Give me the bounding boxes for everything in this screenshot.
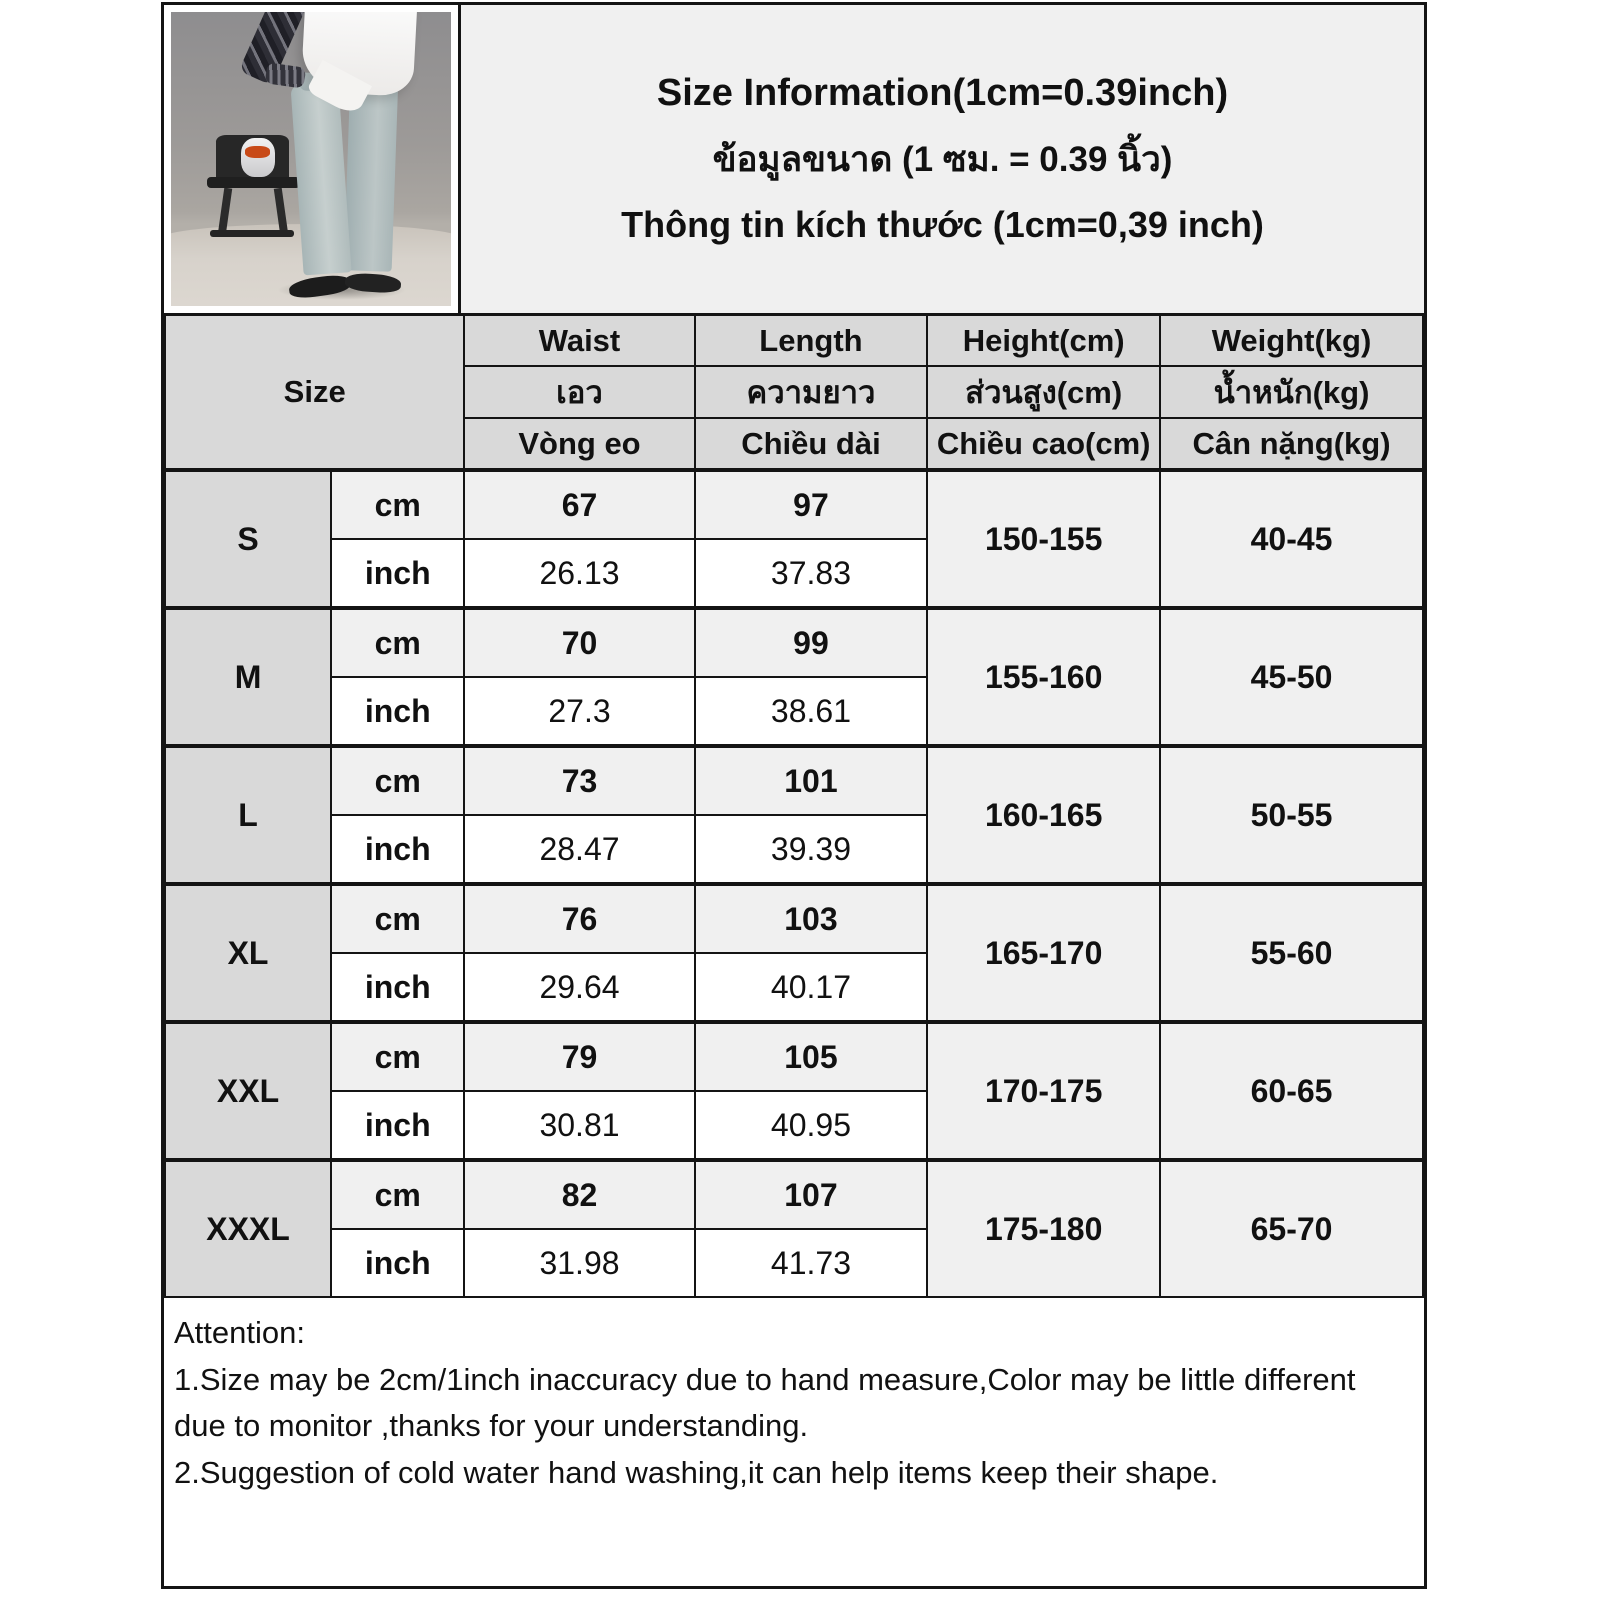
length-cm-value: 97: [695, 470, 928, 539]
waist-cm-value: 79: [464, 1022, 694, 1091]
length-inch-value: 41.73: [695, 1229, 928, 1297]
size-label: S: [165, 470, 331, 608]
height-range-value: 150-155: [927, 470, 1160, 608]
product-photo: [171, 12, 451, 306]
header-waist-en: Waist: [464, 316, 694, 366]
size-row-cm: [165, 1160, 1423, 1229]
size-label: XXXL: [165, 1160, 331, 1297]
title-english: Size Information(1cm=0.39inch): [656, 72, 1229, 114]
size-row-cm: [165, 1022, 1423, 1091]
weight-range-value: 65-70: [1160, 1160, 1423, 1297]
waist-inch-value: 28.47: [464, 815, 694, 884]
attention-section: [164, 1298, 1424, 1586]
attention-heading: Attention:: [174, 1315, 305, 1350]
photo-robot-toy: [245, 146, 270, 158]
header-length-vi: Chiều dài: [695, 418, 928, 470]
unit-cm-label: cm: [331, 1022, 464, 1091]
unit-inch-label: inch: [331, 677, 464, 746]
weight-range-value: 40-45: [1160, 470, 1423, 608]
unit-inch-label: inch: [331, 539, 464, 608]
weight-range-value: 45-50: [1160, 608, 1423, 746]
length-cm-value: 105: [695, 1022, 928, 1091]
length-cm-value: 99: [695, 608, 928, 677]
unit-cm-label: cm: [331, 1160, 464, 1229]
size-table: [164, 316, 1424, 1298]
waist-inch-value: 29.64: [464, 953, 694, 1022]
unit-inch-label: inch: [331, 1229, 464, 1297]
length-cm-value: 103: [695, 884, 928, 953]
photo-chair: [210, 230, 294, 237]
size-row-cm: [165, 746, 1423, 815]
waist-cm-value: 70: [464, 608, 694, 677]
size-row-cm: [165, 884, 1423, 953]
title-vietnamese: Thông tin kích thước (1cm=0,39 inch): [621, 204, 1264, 245]
unit-cm-label: cm: [331, 608, 464, 677]
waist-inch-value: 31.98: [464, 1229, 694, 1297]
length-cm-value: 107: [695, 1160, 928, 1229]
title-block: [461, 5, 1424, 313]
header-waist-th: เอว: [464, 366, 694, 418]
weight-range-value: 55-60: [1160, 884, 1423, 1022]
height-range-value: 155-160: [927, 608, 1160, 746]
length-inch-value: 40.95: [695, 1091, 928, 1160]
title-thai: ข้อมูลขนาด (1 ซม. = 0.39 นิ้ว): [712, 140, 1173, 179]
size-label: M: [165, 608, 331, 746]
header-waist-vi: Vòng eo: [464, 418, 694, 470]
length-cm-value: 101: [695, 746, 928, 815]
waist-cm-value: 73: [464, 746, 694, 815]
attention-note-2: 2.Suggestion of cold water hand washing,it can help items keep their shape.: [174, 1454, 1219, 1490]
length-inch-value: 37.83: [695, 539, 928, 608]
attention-note-1: 1.Size may be 2cm/1inch inaccuracy due to hand measure,Color may be little different due to monitor ,thanks for your understanding.: [174, 1361, 1356, 1443]
waist-cm-value: 67: [464, 470, 694, 539]
height-range-value: 160-165: [927, 746, 1160, 884]
photo-chair: [207, 177, 299, 189]
waist-inch-value: 30.81: [464, 1091, 694, 1160]
header-length-th: ความยาว: [695, 366, 928, 418]
unit-cm-label: cm: [331, 746, 464, 815]
height-range-value: 175-180: [927, 1160, 1160, 1297]
size-chart-panel: [161, 2, 1427, 1589]
unit-cm-label: cm: [331, 884, 464, 953]
header-weight-en: Weight(kg): [1160, 316, 1423, 366]
photo-robot-toy: [241, 138, 275, 176]
height-range-value: 165-170: [927, 884, 1160, 1022]
header-length-en: Length: [695, 316, 928, 366]
length-inch-value: 38.61: [695, 677, 928, 746]
top-band: [164, 5, 1424, 316]
photo-plaid-sleeve: [265, 62, 307, 88]
length-inch-value: 40.17: [695, 953, 928, 1022]
unit-inch-label: inch: [331, 953, 464, 1022]
weight-range-value: 50-55: [1160, 746, 1423, 884]
height-range-value: 170-175: [927, 1022, 1160, 1160]
unit-cm-label: cm: [331, 470, 464, 539]
length-inch-value: 39.39: [695, 815, 928, 884]
size-row-cm: [165, 470, 1423, 539]
waist-inch-value: 26.13: [464, 539, 694, 608]
header-height-vi: Chiều cao(cm): [927, 418, 1160, 470]
size-column-header: Size: [165, 316, 464, 470]
header-weight-th: น้ำหนัก(kg): [1160, 366, 1423, 418]
waist-cm-value: 76: [464, 884, 694, 953]
header-height-th: ส่วนสูง(cm): [927, 366, 1160, 418]
waist-inch-value: 27.3: [464, 677, 694, 746]
size-label: L: [165, 746, 331, 884]
header-weight-vi: Cân nặng(kg): [1160, 418, 1423, 470]
size-label: XXL: [165, 1022, 331, 1160]
weight-range-value: 60-65: [1160, 1022, 1423, 1160]
unit-inch-label: inch: [331, 815, 464, 884]
size-row-cm: [165, 608, 1423, 677]
waist-cm-value: 82: [464, 1160, 694, 1229]
product-photo-frame: [164, 5, 461, 313]
size-label: XL: [165, 884, 331, 1022]
size-table-header: [165, 316, 1423, 470]
header-height-en: Height(cm): [927, 316, 1160, 366]
size-table-body: [165, 470, 1423, 1297]
unit-inch-label: inch: [331, 1091, 464, 1160]
